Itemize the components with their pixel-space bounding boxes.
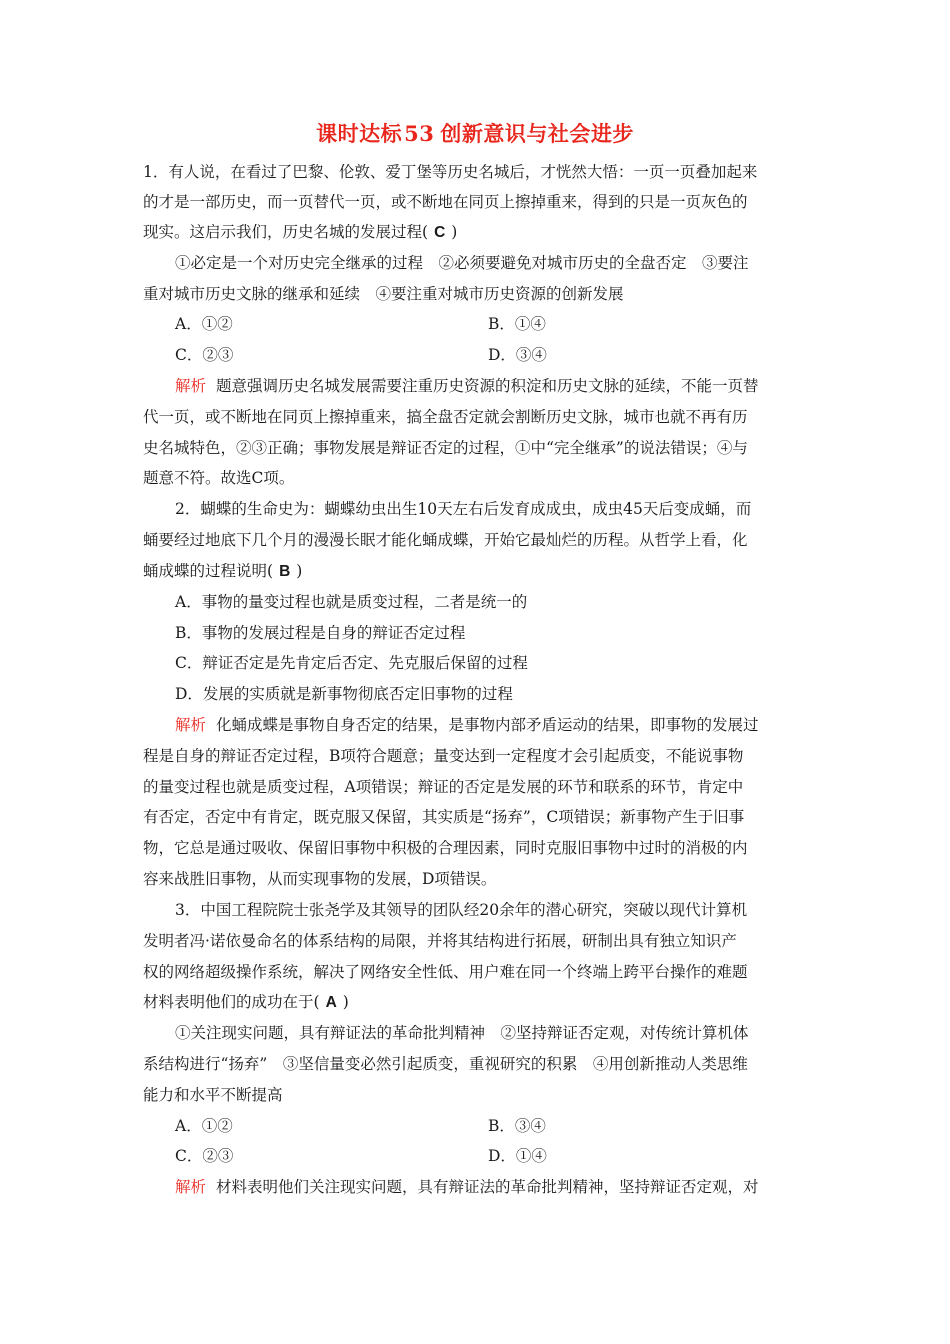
q3-option-c: C．②③ bbox=[175, 1147, 234, 1165]
q1-analysis-line-3: 史名城特色，②③正确；事物发展是辩证否定的过程，①中“完全继承”的说法错误；④与 bbox=[143, 439, 748, 457]
analysis-label: 解析 bbox=[175, 377, 207, 395]
q2-option-c: C．辩证否定是先肯定后否定、先克服后保留的过程 bbox=[175, 654, 528, 672]
q1-option-a: A．①② bbox=[175, 315, 233, 333]
q2-analysis-line-1 bbox=[175, 715, 808, 735]
q1-statements-line-2: 重对城市历史文脉的继承和延续 ④要注重对城市历史资源的创新发展 bbox=[143, 285, 624, 303]
q3-stem-text: 材料表明他们的成功在于( bbox=[143, 993, 320, 1011]
q1-analysis-line-1 bbox=[175, 376, 808, 396]
q2-analysis-text: 化蛹成蝶是事物自身否定的结果，是事物内部矛盾运动的结果，即事物的发展过 bbox=[216, 716, 759, 734]
q2-analysis-line-4: 有否定，否定中有肯定，既克服又保留，其实质是“扬弃”，C项错误；新事物产生于旧事 bbox=[143, 808, 745, 826]
q1-stem-text: 现实。这启示我们，历史名城的发展过程( bbox=[143, 223, 429, 241]
q2-analysis-line-5: 物，它总是通过吸收、保留旧事物中积极的合理因素，同时克服旧事物中过时的消极的内 bbox=[143, 839, 748, 857]
q1-stem-line-2: 的才是一部历史，而一页替代一页，或不断地在同页上擦掉重来，得到的只是一页灰色的 bbox=[143, 193, 748, 211]
title-prefix: 课时达标 bbox=[316, 121, 403, 146]
q2-close-paren: ) bbox=[296, 562, 303, 580]
q1-answer: C bbox=[434, 224, 446, 241]
q3-stem-line-4 bbox=[143, 992, 808, 1013]
q1-stem-line-3 bbox=[143, 222, 808, 243]
q2-answer: B bbox=[279, 563, 291, 580]
q1-close-paren: ) bbox=[451, 223, 458, 241]
q3-answer: A bbox=[325, 994, 337, 1011]
q2-option-a: A．事物的量变过程也就是质变过程，二者是统一的 bbox=[175, 593, 528, 611]
q3-stem-line-1: 3．中国工程院院士张尧学及其领导的团队经20余年的潜心研究，突破以现代计算机 bbox=[175, 901, 748, 919]
q1-analysis-line-2: 代一页，或不断地在同页上擦掉重来，搞全盘否定就会割断历史文脉，城市也就不再有历 bbox=[143, 408, 748, 426]
q2-stem-line-1: 2．蝴蝶的生命史为：蝴蝶幼虫出生10天左右后发育成成虫，成虫45天后变成蛹，而 bbox=[175, 500, 752, 518]
q3-option-b: B．③④ bbox=[488, 1117, 546, 1135]
q1-analysis-line-4: 题意不符。故选C项。 bbox=[143, 469, 295, 487]
q2-stem-line-3 bbox=[143, 561, 808, 582]
q3-option-d: D．①④ bbox=[488, 1147, 547, 1165]
q2-analysis-line-2: 程是自身的辩证否定过程，B项符合题意；量变达到一定程度才会引起质变，不能说事物 bbox=[143, 747, 744, 765]
q1-option-d: D．③④ bbox=[488, 346, 547, 364]
q1-statements-line-1: ①必定是一个对历史完全继承的过程 ②必须要避免对城市历史的全盘否定 ③要注 bbox=[175, 254, 749, 272]
q2-analysis-line-3: 的量变过程也就是质变过程，A项错误；辩证的否定是发展的环节和联系的环节，肯定中 bbox=[143, 778, 744, 796]
page-title bbox=[0, 118, 950, 148]
q3-stem-line-3: 权的网络超级操作系统，解决了网络安全性低、用户难在同一个终端上跨平台操作的难题 bbox=[143, 963, 748, 981]
q2-stem-line-2: 蛹要经过地底下几个月的漫漫长眠才能化蛹成蝶，开始它最灿烂的历程。从哲学上看，化 bbox=[143, 531, 748, 549]
q3-option-a: A．①② bbox=[175, 1117, 233, 1135]
q1-analysis-text: 题意强调历史名城发展需要注重历史资源的积淀和历史文脉的延续，不能一页替 bbox=[216, 377, 759, 395]
q3-statements-line-3: 能力和水平不断提高 bbox=[143, 1086, 283, 1104]
analysis-label: 解析 bbox=[175, 716, 207, 734]
q1-stem-line-1: 1．有人说，在看过了巴黎、伦敦、爱丁堡等历史名城后，才恍然大悟：一页一页叠加起来 bbox=[143, 163, 758, 181]
q1-option-c: C．②③ bbox=[175, 346, 234, 364]
q3-analysis-text: 材料表明他们关注现实问题，具有辩证法的革命批判精神，坚持辩证否定观，对 bbox=[216, 1178, 759, 1196]
q2-stem-text: 蛹成蝶的过程说明( bbox=[143, 562, 274, 580]
q2-option-d: D．发展的实质就是新事物彻底否定旧事物的过程 bbox=[175, 685, 513, 703]
q3-statements-line-1: ①关注现实问题，具有辩证法的革命批判精神 ②坚持辩证否定观，对传统计算机体 bbox=[175, 1024, 749, 1042]
q3-statements-line-2: 系结构进行“扬弃” ③坚信量变必然引起质变，重视研究的积累 ④用创新推动人类思维 bbox=[143, 1055, 748, 1073]
q3-analysis-line-1 bbox=[175, 1177, 808, 1197]
q1-option-b: B．①④ bbox=[488, 315, 546, 333]
title-topic: 创新意识与社会进步 bbox=[440, 121, 634, 146]
q3-close-paren: ) bbox=[342, 993, 349, 1011]
q2-option-b: B．事物的发展过程是自身的辩证否定过程 bbox=[175, 624, 466, 642]
title-number: 53 bbox=[404, 121, 435, 146]
q2-analysis-line-6: 容来战胜旧事物，从而实现事物的发展，D项错误。 bbox=[143, 870, 497, 888]
q3-stem-line-2: 发明者冯·诺依曼命名的体系结构的局限，并将其结构进行拓展，研制出具有独立知识产 bbox=[143, 932, 737, 950]
analysis-label: 解析 bbox=[175, 1178, 207, 1196]
